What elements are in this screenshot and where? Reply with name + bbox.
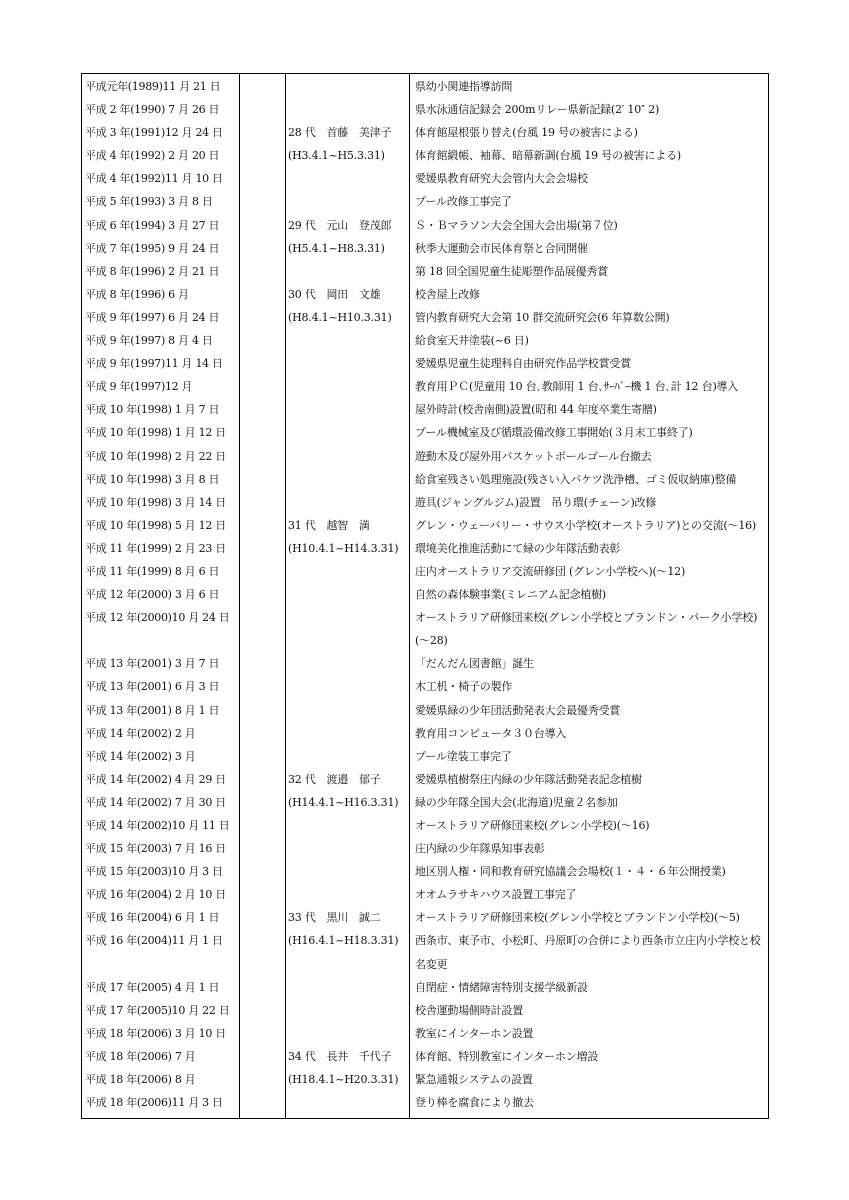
date-cell: 平成 2 年(1990) 7 月 26 日 bbox=[85, 103, 220, 117]
date-cell: 平成 15 年(2003) 7 月 16 日 bbox=[85, 842, 226, 856]
table-row bbox=[82, 1045, 768, 1068]
date-cell: 平成 16 年(2004) 6 月 1 日 bbox=[85, 911, 220, 925]
date-cell: 平成 14 年(2002) 3 月 bbox=[85, 749, 196, 763]
date-cell: 平成 13 年(2001) 3 月 7 日 bbox=[85, 657, 220, 671]
event-cell: オオムラサキハウス設置工事完了 bbox=[415, 888, 577, 902]
table-row bbox=[82, 398, 768, 421]
event-cell: 自閉症・情緒障害特別支援学級新設 bbox=[415, 980, 588, 994]
table-row bbox=[82, 306, 768, 329]
event-cell: 給食室天井塗装(~6 日) bbox=[415, 334, 529, 348]
principal-cell: 31 代 越智 満 bbox=[288, 518, 370, 532]
date-cell: 平成 10 年(1998) 3 月 8 日 bbox=[85, 472, 220, 486]
table-row bbox=[82, 283, 768, 306]
date-cell: 平成 12 年(2000)10 月 24 日 bbox=[85, 611, 230, 625]
date-cell: 平成 6 年(1994) 3 月 27 日 bbox=[85, 218, 220, 232]
table-row bbox=[82, 167, 768, 190]
event-cell: プール改修工事完了 bbox=[415, 195, 512, 209]
event-cell: 体育館緞帳、袖幕、暗幕新調(台風 19 号の被害による) bbox=[415, 149, 681, 163]
event-cell: 庄内緑の少年隊県知事表彰 bbox=[415, 842, 545, 856]
date-cell: 平成 10 年(1998) 1 月 7 日 bbox=[85, 403, 220, 417]
date-cell: 平成 10 年(1998) 3 月 14 日 bbox=[85, 495, 226, 509]
event-cell: グレン・ウェーバリー・サウス小学校(オーストラリア)との交流(～16) bbox=[415, 518, 757, 532]
date-cell: 平成 11 年(1999) 2 月 23 日 bbox=[85, 541, 226, 555]
principal-cell: (H3.4.1~H5.3.31) bbox=[288, 149, 385, 163]
event-cell: オーストラリア研修団来校(グレン小学校)(～16) bbox=[415, 819, 650, 832]
date-cell: 平成 5 年(1993) 3 月 8 日 bbox=[85, 195, 213, 209]
table-row bbox=[82, 929, 768, 975]
principal-cell: (H14.4.1~H16.3.31) bbox=[288, 795, 399, 809]
principal-cell: 28 代 首藤 美津子 bbox=[288, 126, 392, 140]
date-cell: 平成 18 年(2006) 3 月 10 日 bbox=[85, 1026, 226, 1040]
date-cell: 平成 16 年(2004)11 月 1 日 bbox=[85, 934, 223, 948]
principal-cell: 29 代 元山 登茂郎 bbox=[288, 218, 392, 232]
table-row bbox=[82, 468, 768, 491]
event-cell: 自然の森体験事業(ミレニアム記念植樹) bbox=[415, 588, 607, 602]
event-cell: 緑の少年隊全国大会(北海道)児童２名参加 bbox=[415, 795, 618, 809]
date-cell: 平成 9 年(1997) 8 月 4 日 bbox=[85, 334, 213, 348]
event-cell: 地区別人権・同和教育研究協議会会場校(１・４・６年公開授業) bbox=[415, 865, 726, 879]
date-cell: 平成 8 年(1996) 2 月 21 日 bbox=[85, 264, 220, 278]
date-cell: 平成 18 年(2006) 8 月 bbox=[85, 1073, 196, 1087]
date-cell: 平成 15 年(2003)10 月 3 日 bbox=[85, 865, 223, 879]
table-row bbox=[82, 837, 768, 860]
table-row bbox=[82, 906, 768, 929]
event-cell: 体育館、特別教室にインターホン増設 bbox=[415, 1049, 599, 1063]
date-cell: 平成元年(1989)11 月 21 日 bbox=[85, 80, 221, 93]
event-cell: 管内教育研究大会第 10 群交流研究会(6 年算数公開) bbox=[415, 310, 670, 324]
event-cell: オーストラリア研修団来校(グレン小学校とブランドン・パーク小学校)(～28) bbox=[415, 611, 758, 648]
table-row bbox=[82, 329, 768, 352]
event-cell: 教育用ＰＣ(児童用 10 台､教師用 1 台､ｻｰﾊﾞｰ機 1 台､計 12 台)導入 bbox=[415, 380, 739, 394]
table-row bbox=[82, 883, 768, 906]
table-row bbox=[82, 75, 768, 98]
table-row bbox=[82, 98, 768, 121]
event-cell: 愛媛県植樹祭庄内緑の少年隊活動発表記念植樹 bbox=[415, 772, 642, 786]
date-cell: 平成 10 年(1998) 2 月 22 日 bbox=[85, 449, 226, 463]
event-cell: 第 18 回全国児童生徒彫塑作品展優秀賞 bbox=[415, 264, 608, 278]
event-cell: 給食室残さい処理施設(残さい入バケツ洗浄槽、ゴミ仮収納庫)整備 bbox=[415, 472, 737, 486]
date-cell: 平成 14 年(2002) 4 月 29 日 bbox=[85, 772, 226, 786]
event-cell: オーストラリア研修団来校(グレン小学校とブランドン小学校)(～5) bbox=[415, 911, 740, 925]
table-row bbox=[82, 1068, 768, 1091]
table-row bbox=[82, 976, 768, 999]
date-cell: 平成 14 年(2002) 7 月 30 日 bbox=[85, 795, 226, 809]
date-cell: 平成 8 年(1996) 6 月 bbox=[85, 287, 189, 301]
table-row bbox=[82, 745, 768, 768]
date-cell: 平成 11 年(1999) 8 月 6 日 bbox=[85, 564, 220, 578]
principal-cell: (H16.4.1~H18.3.31) bbox=[288, 934, 399, 948]
event-cell: 体育館屋根張り替え(台風 19 号の被害による) bbox=[415, 126, 638, 140]
table-row bbox=[82, 999, 768, 1022]
table-row bbox=[82, 860, 768, 883]
event-cell: プール塗装工事完了 bbox=[415, 749, 512, 763]
date-cell: 平成 13 年(2001) 8 月 1 日 bbox=[85, 703, 220, 717]
table-row bbox=[82, 121, 768, 144]
event-cell: 登り棒を腐食により撤去 bbox=[415, 1096, 534, 1110]
event-cell: 庄内オーストラリア交流研修団 (グレン小学校へ)(～12) bbox=[415, 564, 686, 578]
principal-cell: (H8.4.1~H10.3.31) bbox=[288, 310, 392, 324]
principal-cell: 33 代 黒川 誠二 bbox=[288, 911, 381, 925]
table-row bbox=[82, 791, 768, 814]
date-cell: 平成 9 年(1997) 6 月 24 日 bbox=[85, 310, 220, 324]
date-cell: 平成 16 年(2004) 2 月 10 日 bbox=[85, 888, 226, 902]
date-cell: 平成 13 年(2001) 6 月 3 日 bbox=[85, 680, 220, 694]
table-row bbox=[82, 699, 768, 722]
principal-cell: (H18.4.1~H20.3.31) bbox=[288, 1073, 399, 1087]
principal-cell: (H5.4.1~H8.3.31) bbox=[288, 241, 385, 255]
principal-cell: 30 代 岡田 文雄 bbox=[288, 287, 381, 301]
table-row bbox=[82, 514, 768, 537]
event-cell: Ｓ・Ｂマラソン大会全国大会出場(第７位) bbox=[415, 218, 618, 232]
history-table bbox=[81, 73, 769, 1119]
event-cell: 愛媛県緑の少年団活動発表大会最優秀受賞 bbox=[415, 703, 621, 717]
principal-cell: (H10.4.1~H14.3.31) bbox=[288, 541, 399, 555]
table-row bbox=[82, 722, 768, 745]
date-cell: 平成 9 年(1997)12 月 bbox=[85, 380, 193, 394]
event-cell: 西条市、東予市、小松町、丹原町の合併により西条市立庄内小学校と校名変更 bbox=[415, 934, 761, 971]
date-cell: 平成 12 年(2000) 3 月 6 日 bbox=[85, 588, 220, 602]
event-cell: 秋季大運動会市民体育祭と合同開催 bbox=[415, 241, 588, 255]
table-row bbox=[82, 560, 768, 583]
table-row bbox=[82, 421, 768, 444]
date-cell: 平成 4 年(1992)11 月 10 日 bbox=[85, 172, 223, 186]
date-cell: 平成 4 年(1992) 2 月 20 日 bbox=[85, 149, 220, 163]
table-row bbox=[82, 491, 768, 514]
event-cell: 教室にインターホン設置 bbox=[415, 1026, 534, 1040]
table-row bbox=[82, 768, 768, 791]
table-row bbox=[82, 214, 768, 237]
date-cell: 平成 10 年(1998) 1 月 12 日 bbox=[85, 426, 226, 440]
table-row bbox=[82, 814, 768, 837]
table-row bbox=[82, 1022, 768, 1045]
date-cell: 平成 18 年(2006)11 月 3 日 bbox=[85, 1096, 223, 1110]
event-cell: 県水泳通信記録会 200mリレー県新記録(2′ 10″ 2) bbox=[415, 103, 660, 117]
table-row bbox=[82, 237, 768, 260]
event-cell: プール機械室及び循環設備改修工事開始(３月末工事終了) bbox=[415, 426, 693, 440]
event-cell: 環境美化推進活動にて緑の少年隊活動表彰 bbox=[415, 541, 621, 555]
event-cell: 校舎運動場側時計設置 bbox=[415, 1003, 523, 1017]
table-row bbox=[82, 537, 768, 560]
date-cell: 平成 7 年(1995) 9 月 24 日 bbox=[85, 241, 220, 255]
date-cell: 平成 9 年(1997)11 月 14 日 bbox=[85, 357, 223, 371]
table-row bbox=[82, 352, 768, 375]
event-cell: 緊急通報システムの設置 bbox=[415, 1073, 533, 1087]
event-cell: 木工机・椅子の製作 bbox=[415, 680, 513, 694]
table-row bbox=[82, 652, 768, 675]
table-row bbox=[82, 144, 768, 167]
event-cell: 屋外時計(校舎南側)設置(昭和 44 年度卒業生寄贈) bbox=[415, 403, 657, 417]
date-cell: 平成 17 年(2005)10 月 22 日 bbox=[85, 1003, 230, 1017]
table-row bbox=[82, 606, 768, 652]
table-row bbox=[82, 375, 768, 398]
event-cell: 校舎屋上改修 bbox=[415, 287, 480, 301]
event-cell: 教育用コンピュータ３０台導入 bbox=[415, 726, 567, 740]
event-cell: 愛媛県教育研究大会管内大会会場校 bbox=[415, 172, 588, 186]
table-row bbox=[82, 260, 768, 283]
date-cell: 平成 14 年(2002)10 月 11 日 bbox=[85, 819, 230, 832]
table-row bbox=[82, 583, 768, 606]
event-cell: 愛媛県児童生徒理科自由研究作品学校賞受賞 bbox=[415, 357, 631, 371]
date-cell: 平成 14 年(2002) 2 月 bbox=[85, 726, 196, 740]
event-cell: 県幼小関連指導訪問 bbox=[415, 80, 513, 93]
table-row bbox=[82, 190, 768, 213]
event-cell: 遊動木及び屋外用バスケットボールゴール台撤去 bbox=[415, 449, 652, 463]
principal-cell: 32 代 渡邉 郁子 bbox=[288, 772, 381, 786]
table-body bbox=[82, 75, 768, 1114]
date-cell: 平成 18 年(2006) 7 月 bbox=[85, 1049, 196, 1063]
event-cell: 遊具(ジャングルジム)設置 吊り環(チェーン)改修 bbox=[415, 495, 657, 509]
date-cell: 平成 17 年(2005) 4 月 1 日 bbox=[85, 980, 220, 994]
date-cell: 平成 3 年(1991)12 月 24 日 bbox=[85, 126, 223, 140]
table-row bbox=[82, 1091, 768, 1114]
principal-cell: 34 代 長井 千代子 bbox=[288, 1049, 392, 1063]
table-row bbox=[82, 445, 768, 468]
date-cell: 平成 10 年(1998) 5 月 12 日 bbox=[85, 518, 226, 532]
table-row bbox=[82, 675, 768, 698]
event-cell: 「だんだん図書館」誕生 bbox=[415, 657, 534, 671]
